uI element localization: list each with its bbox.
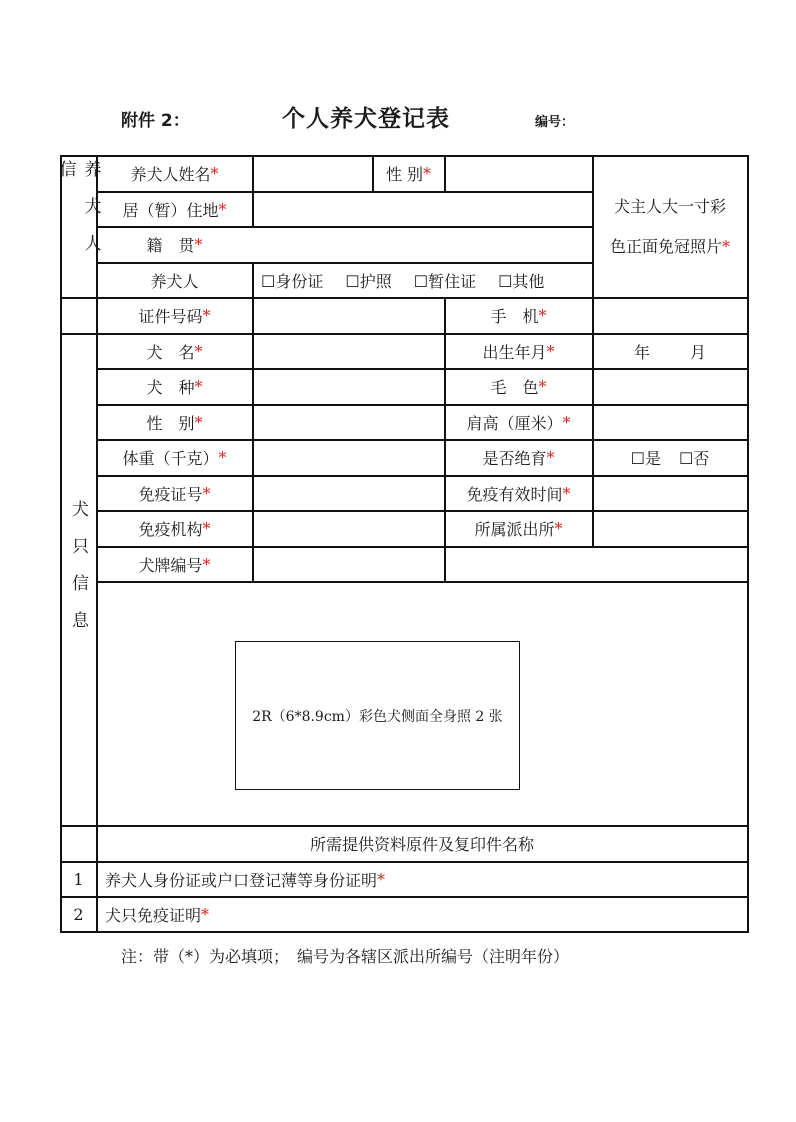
attachment-label: 附件 2： xyxy=(121,111,190,131)
sterilized-options xyxy=(593,440,747,475)
weight-field[interactable] xyxy=(253,440,444,475)
owner-name-label: 养犬人姓名 * xyxy=(130,164,219,184)
id-option-idcard[interactable]: ☐身份证 xyxy=(261,271,324,291)
owner-id-type-label: 养犬人 xyxy=(150,271,199,291)
owner-photo-text-2: 色正面免冠照片* xyxy=(609,236,730,256)
dog-name-field[interactable] xyxy=(253,334,444,368)
owner-photo-area xyxy=(593,156,747,297)
vaccine-valid-label: 免疫有效时间 * xyxy=(466,483,571,504)
dog-sex-field[interactable] xyxy=(253,405,444,439)
police-station-label: 所属派出所 * xyxy=(474,519,563,539)
id-type-options xyxy=(253,263,591,297)
owner-section-label xyxy=(55,160,101,297)
breed-label: 犬 种 * xyxy=(146,377,203,397)
id-number-field[interactable] xyxy=(253,298,444,333)
owner-address-field[interactable] xyxy=(253,192,592,226)
owner-origin-label: 籍 贯 * xyxy=(146,235,203,255)
vaccine-org-label: 免疫机构 * xyxy=(138,519,211,539)
vaccine-org-field[interactable] xyxy=(253,511,444,546)
owner-gender-field[interactable] xyxy=(445,156,592,191)
vaccine-cert-field[interactable] xyxy=(253,476,444,510)
dog-section-text: 犬只信息 xyxy=(68,500,88,648)
phone-field[interactable] xyxy=(593,298,747,333)
dog-photo-box[interactable] xyxy=(235,641,520,790)
sterilized-label: 是否绝育 * xyxy=(482,448,555,468)
phone-label: 手 机 * xyxy=(490,306,547,326)
material-no-1: 1 xyxy=(73,869,84,889)
owner-section-text: 养犬人信 xyxy=(55,160,101,271)
height-field[interactable] xyxy=(593,405,747,439)
material-item-1: 养犬人身份证或户口登记薄等身份证明 * xyxy=(105,869,386,890)
tag-label: 犬牌编号 * xyxy=(138,554,211,575)
vaccine-cert-label: 免疫证号 * xyxy=(138,483,211,504)
birth-label: 出生年月 * xyxy=(482,341,555,362)
id-number-label: 证件号码 * xyxy=(138,306,211,326)
material-no-2: 2 xyxy=(73,904,84,924)
material-item-2: 犬只免疫证明 * xyxy=(105,904,210,925)
sterilized-yes[interactable]: ☐是 xyxy=(630,449,661,468)
tag-field[interactable] xyxy=(253,547,444,581)
height-label: 肩高（厘米） * xyxy=(466,412,571,433)
owner-origin-field[interactable] xyxy=(253,227,592,262)
birth-field[interactable]: 年 月 xyxy=(633,342,707,362)
owner-address-label: 居（暂）住地 * xyxy=(122,199,227,220)
materials-heading: 所需提供资料原件及复印件名称 xyxy=(309,835,534,854)
breed-field[interactable] xyxy=(253,369,444,404)
number-label: 编号： xyxy=(535,115,575,130)
dog-name-label: 犬 名 * xyxy=(146,341,203,362)
weight-label: 体重（千克） * xyxy=(122,448,227,468)
dog-sex-label: 性 别 * xyxy=(146,412,203,433)
footnote: 注：带（*）为必填项； 编号为各辖区派出所编号（注明年份） xyxy=(121,947,570,966)
form-title: 个人养犬登记表 xyxy=(282,106,450,132)
color-field[interactable] xyxy=(593,369,747,404)
owner-name-field[interactable] xyxy=(253,156,372,191)
sterilized-no[interactable]: ☐否 xyxy=(679,449,710,468)
owner-gender-label: 性 别 * xyxy=(385,164,432,184)
id-option-passport[interactable]: ☐护照 xyxy=(345,271,392,291)
id-option-residence[interactable]: ☐暂住证 xyxy=(413,271,477,291)
color-label: 毛 色 * xyxy=(490,377,547,397)
tag-extra-field[interactable] xyxy=(445,547,747,581)
vaccine-valid-field[interactable] xyxy=(593,476,747,510)
id-option-other[interactable]: ☐其他 xyxy=(498,271,545,291)
dog-section-label xyxy=(60,500,97,660)
police-station-field[interactable] xyxy=(593,511,747,546)
dog-photo-text: 2R（6*8.9cm）彩色犬侧面全身照 2 张 xyxy=(252,708,503,725)
owner-photo-text-1: 犬主人大一寸彩 xyxy=(613,196,726,216)
